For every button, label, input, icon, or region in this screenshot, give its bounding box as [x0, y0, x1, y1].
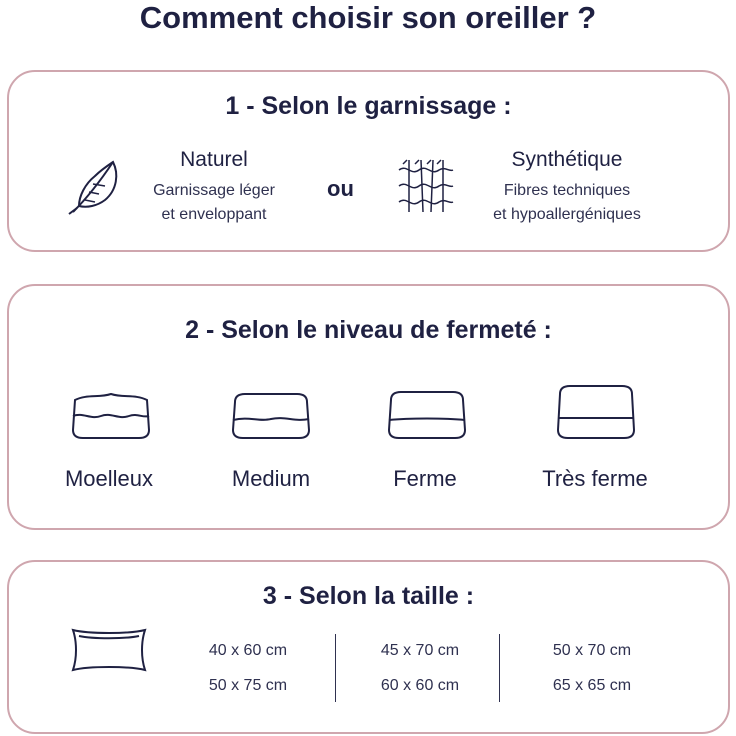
- firmness-label-firm: Ferme: [393, 466, 457, 491]
- filling-section-title: 1 - Selon le garnissage :: [225, 92, 512, 120]
- synthetic-desc-line2: et hypoallergéniques: [493, 206, 641, 223]
- fibers-icon: [397, 158, 455, 214]
- page-title: Comment choisir son oreiller ?: [139, 0, 597, 35]
- natural-desc-line1: Garnissage léger: [153, 182, 275, 199]
- very-firm-pillow-icon: [554, 382, 638, 442]
- size-option: 50 x 70 cm: [552, 642, 632, 659]
- firmness-label-very-firm: Très ferme: [542, 466, 648, 491]
- synthetic-desc-line1: Fibres techniques: [503, 182, 631, 199]
- feather-icon: [65, 156, 125, 218]
- size-section-title: 3 - Selon la taille :: [262, 582, 475, 610]
- soft-pillow-icon: [69, 386, 153, 442]
- firmness-label-soft: Moelleux: [64, 466, 154, 491]
- size-option: 50 x 75 cm: [208, 677, 288, 694]
- firmness-section: [7, 284, 730, 530]
- size-divider: [335, 634, 336, 702]
- medium-pillow-icon: [229, 386, 313, 442]
- natural-desc-line2: et enveloppant: [161, 206, 267, 223]
- firmness-label-medium: Medium: [231, 466, 311, 491]
- size-option: 60 x 60 cm: [380, 677, 460, 694]
- firmness-section-title: 2 - Selon le niveau de fermeté :: [185, 316, 552, 344]
- filling-section: [7, 70, 730, 252]
- or-separator: ou: [327, 176, 354, 201]
- size-option: 45 x 70 cm: [380, 642, 460, 659]
- size-divider: [499, 634, 500, 702]
- synthetic-name: Synthétique: [511, 148, 623, 171]
- size-option: 65 x 65 cm: [552, 677, 632, 694]
- size-option: 40 x 60 cm: [208, 642, 288, 659]
- size-section: [7, 560, 730, 734]
- pillow-icon: [69, 624, 149, 676]
- natural-name: Naturel: [180, 148, 248, 171]
- firm-pillow-icon: [385, 386, 469, 442]
